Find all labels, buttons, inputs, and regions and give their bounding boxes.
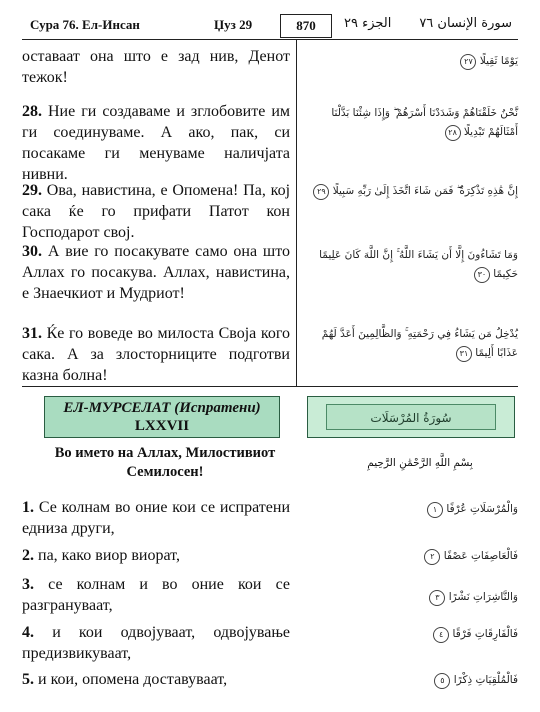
verse-27-mk: оставаат она што е зад нив, Денот тежок! — [22, 48, 290, 86]
page-number: 870 — [280, 14, 332, 38]
surah-name-ar: سورة الإنسان ٧٦ — [419, 16, 512, 31]
verse-number-icon: ٣٠ — [474, 267, 490, 283]
verse-number-icon: ٢٩ — [313, 184, 329, 200]
surah-title-ar: سُورَةُ المُرْسَلَات — [326, 404, 496, 430]
surah-title-name: ЕЛ-МУРСЕЛАТ (Испратени) — [63, 400, 261, 416]
verse-29-mk: 29. Ова, навистина, е Опомена! Па, кој сака ќе го прифати Патот кон Господарот свој. — [22, 182, 291, 241]
verse-31-ar: يُدْخِلُ مَن يَشَاءُ فِي رَحْمَتِهِ ۚ وَالظَّالِمِينَ أَعَدَّ لَهُمْ عَذَابًا أَلِيمًا ٣١ — [304, 325, 518, 363]
verse-27-ar: يَوْمًا ثَقِيلًا ٢٧ — [304, 52, 518, 71]
verse-number-icon: ١ — [427, 502, 443, 518]
verse-5-ar: فَالْمُلْقِيَاتِ ذِكْرًا ٥ — [304, 671, 518, 690]
basmala-mk: Во името на Аллах, Милостивиот Семилосен! — [54, 445, 276, 480]
header-rule — [22, 39, 518, 40]
juz-mk: Џуз 29 — [214, 17, 253, 32]
basmala-ar: بِسْمِ اللَّهِ الرَّحْمَٰنِ الرَّحِيمِ — [367, 457, 473, 469]
verse-2-mk: 2. па, како виор виорат, — [22, 547, 180, 564]
verse-5-mk: 5. и кои, опомена доставуваат, — [22, 671, 228, 688]
verse-1-ar: وَالْمُرْسَلَاتِ عُرْفًا ١ — [304, 500, 518, 519]
verse-number-icon: ٤ — [433, 627, 449, 643]
verse-number-icon: ٢ — [424, 549, 440, 565]
surah-title-number: LXXVII — [134, 418, 190, 434]
juz-ar: الجزء ٢٩ — [344, 16, 392, 31]
surah-name-mk: Сура 76. Ел-Инсан — [30, 17, 140, 32]
verse-3-ar: وَالنَّاشِرَاتِ نَشْرًا ٣ — [304, 588, 518, 607]
verse-3-mk: 3. се колнам и во оние кои се разгрануваат, — [22, 576, 291, 614]
surah-title-ar-box — [307, 396, 515, 438]
verse-number-icon: ٢٨ — [445, 125, 461, 141]
verse-30-ar: وَمَا تَشَاءُونَ إِلَّا أَن يَشَاءَ اللَّهُ ۚ إِنَّ اللَّهَ كَانَ عَلِيمًا حَكِيمًا ٣٠ — [304, 246, 518, 284]
column-divider — [296, 39, 297, 386]
verse-number-icon: ٣١ — [456, 346, 472, 362]
verse-28-ar: نَّحْنُ خَلَقْنَاهُمْ وَشَدَدْنَا أَسْرَهُمْ ۖ وَإِذَا شِئْنَا بَدَّلْنَا أَمْثَالَهُمْ تَبْدِيلًا ٢٨ — [304, 104, 518, 142]
verse-number-icon: ٥ — [434, 673, 450, 689]
verse-1-mk: 1. Се колнам во оние кои се испратени едниза други, — [22, 499, 291, 537]
verse-31-mk: 31. Ќе го воведе во милоста Своја кого сака. А за злосторниците подготви казна болна! — [22, 325, 291, 384]
verse-number-icon: ٢٧ — [460, 54, 476, 70]
section-rule — [22, 386, 518, 387]
verse-30-mk: 30. А вие го посакувате само она што Аллах го посакува. Аллах, навистина, е Знаечкиот и Мудриот! — [22, 243, 291, 302]
verse-29-ar: إِنَّ هَٰذِهِ تَذْكِرَةٌ ۖ فَمَن شَاءَ اتَّخَذَ إِلَىٰ رَبِّهِ سَبِيلًا ٢٩ — [304, 182, 518, 201]
verse-2-ar: فَالْعَاصِفَاتِ عَصْفًا ٢ — [304, 547, 518, 566]
page-header — [22, 10, 518, 40]
verse-28-mk: 28. Ние ги создаваме и зглобовите им ги соединуваме. А ако, пак, си посакаме ги менуваме наличјата нивни. — [22, 103, 291, 183]
verse-4-mk: 4. и кои одвојуваат, одвојување предизвикуваат, — [22, 624, 291, 662]
verse-4-ar: فَالْفَارِقَاتِ فَرْقًا ٤ — [304, 625, 518, 644]
verse-number-icon: ٣ — [429, 590, 445, 606]
surah-title-box — [44, 396, 280, 438]
